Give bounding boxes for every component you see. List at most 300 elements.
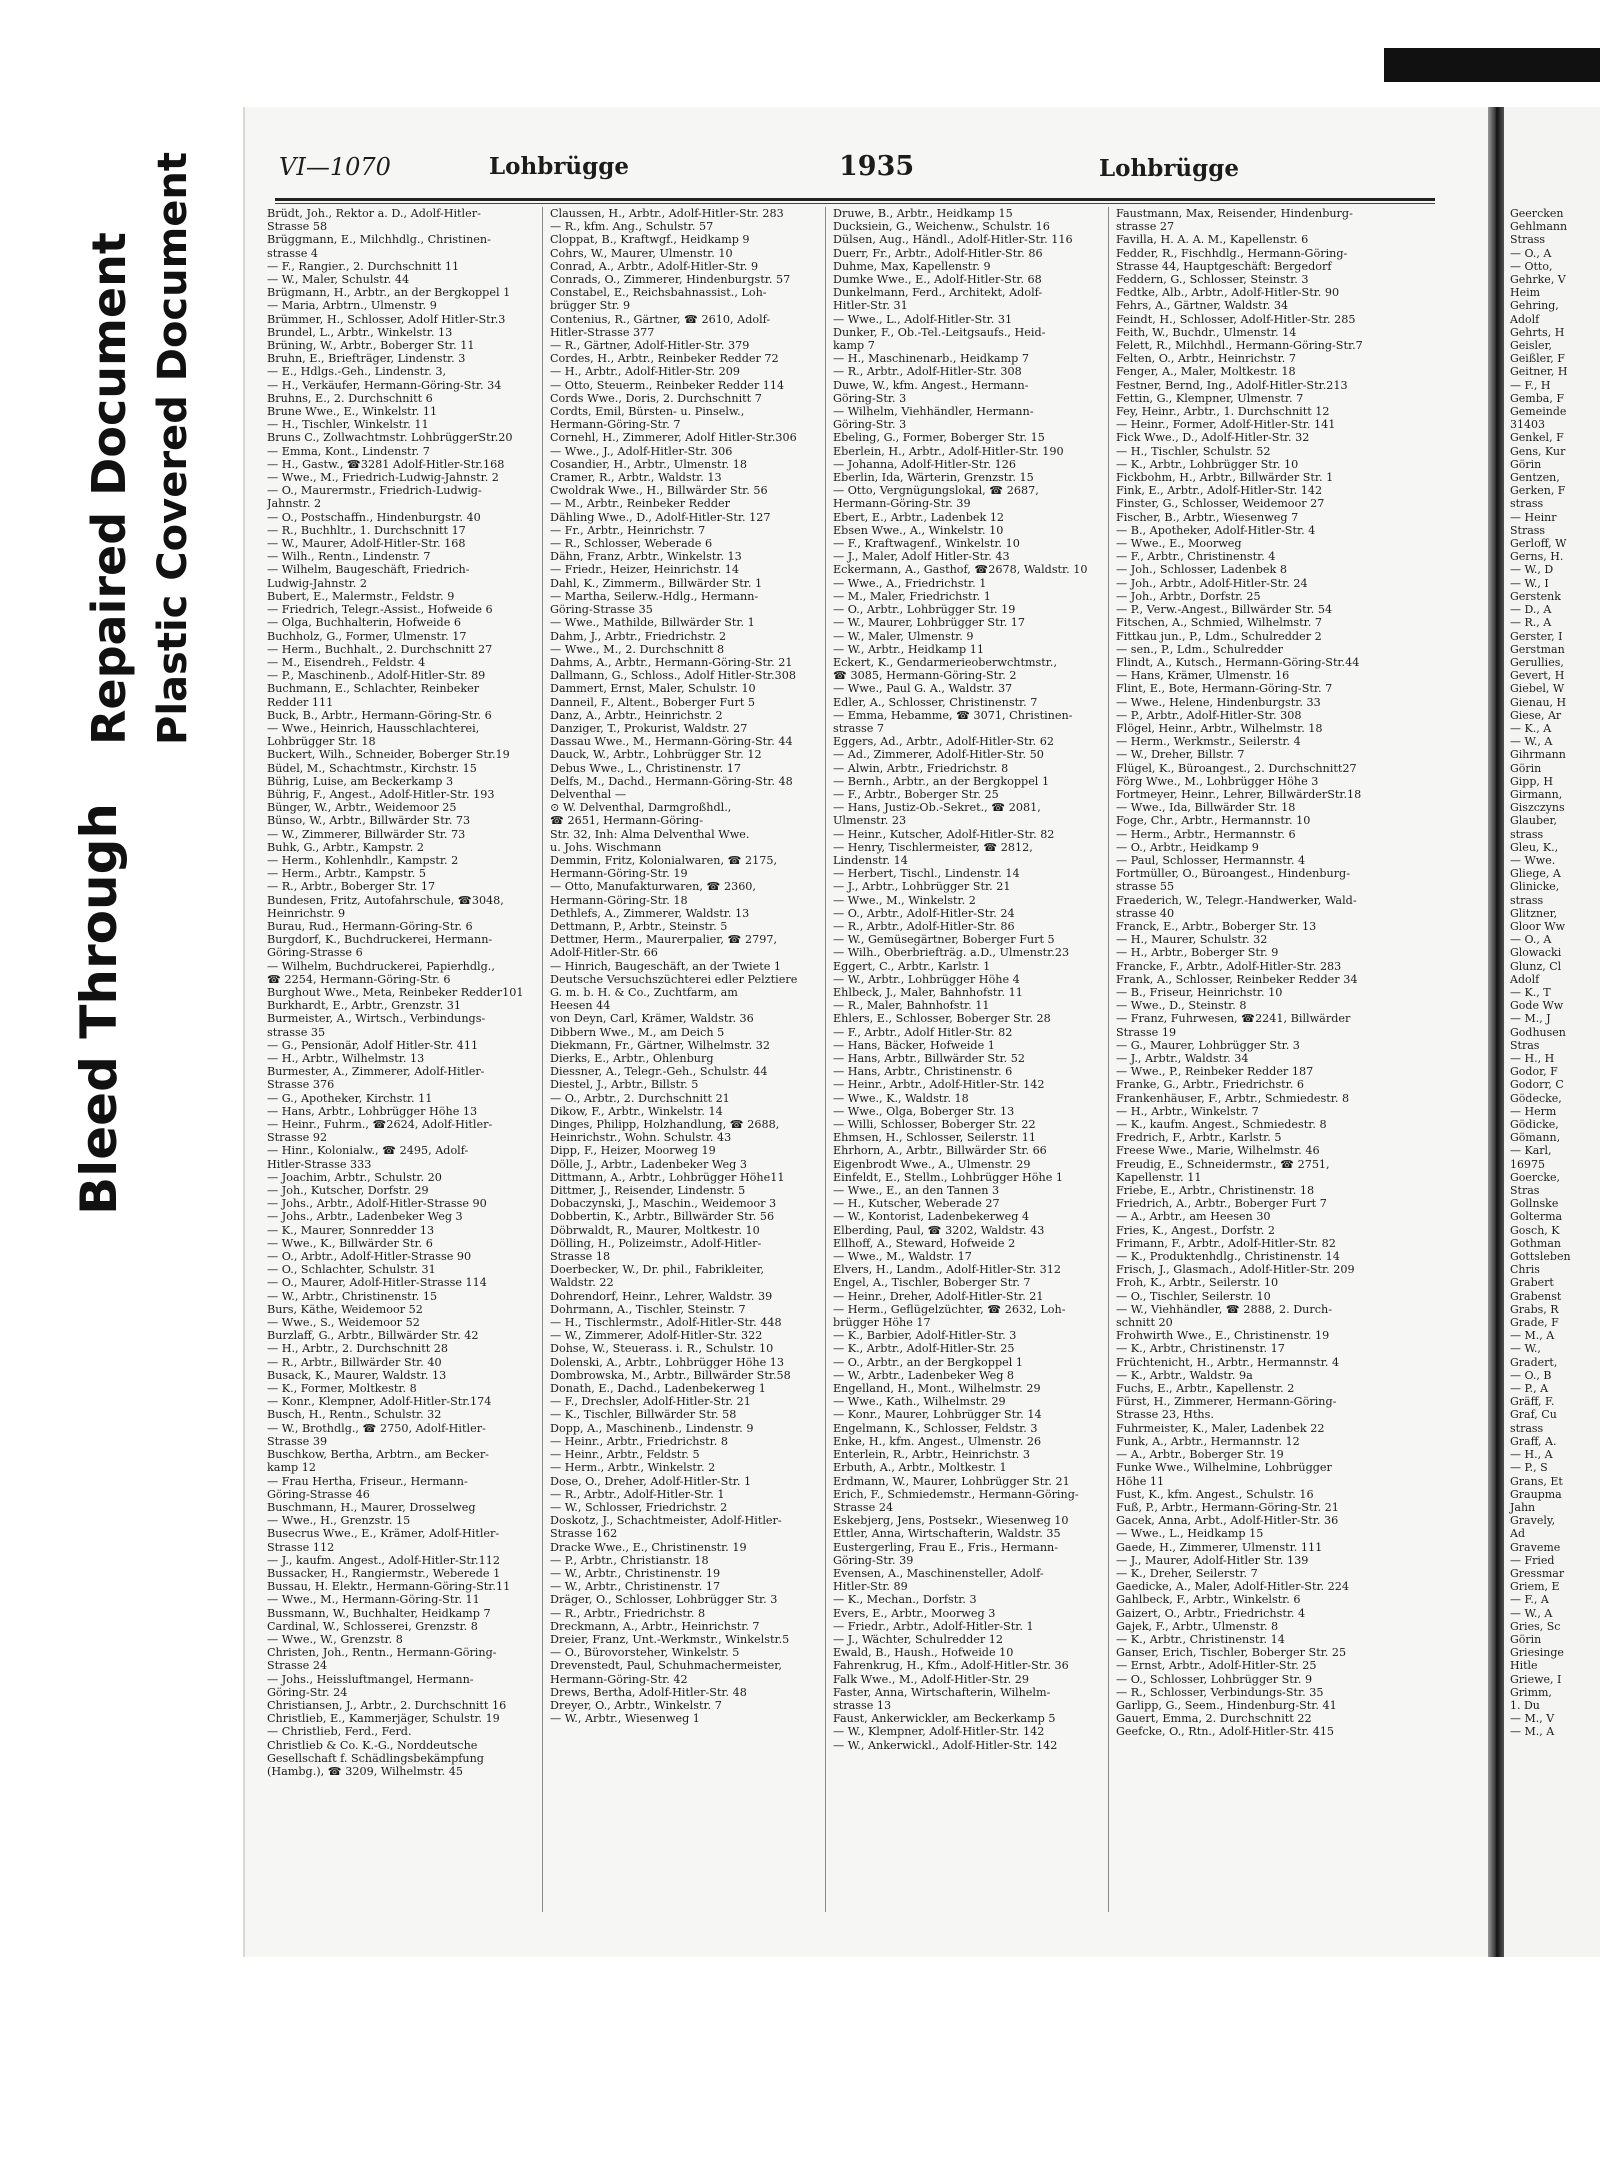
directory-entry-line: Strasse 23, Hths. <box>1116 1408 1214 1422</box>
next-page-fragment: — P., S <box>1510 1461 1548 1475</box>
directory-entry-line: Göring-Str. 3 <box>833 418 907 432</box>
directory-entry-line: Faster, Anna, Wirtschafterin, Wilhelm- <box>833 1685 1051 1699</box>
header-rule <box>275 198 1435 201</box>
directory-entry-line: Göring-Str. 3 <box>833 391 907 405</box>
directory-entry-line: Dahms, A., Arbtr., Hermann-Göring-Str. 21 <box>550 655 793 669</box>
label-bleed-through: Bleed Through <box>70 803 128 1215</box>
directory-entry-line: Göring-Str. 39 <box>833 1553 914 1567</box>
next-page-fragment: Gens, Kur <box>1510 444 1566 458</box>
directory-entry-line: Fürst, H., Zimmerer, Hermann-Göring- <box>1116 1395 1337 1409</box>
directory-entry-line: — K., Barbier, Adolf-Hitler-Str. 3 <box>833 1329 1017 1343</box>
next-page-fragment: — M., V <box>1510 1712 1555 1726</box>
directory-entry-line: — R., Buchhltr., 1. Durchschnitt 17 <box>267 523 466 537</box>
directory-entry-line: — O., Arbtr., Adolf-Hitler-Str. 24 <box>833 906 1015 920</box>
directory-entry-line: Lohbrügger Str. 18 <box>267 735 376 749</box>
directory-entry-line: Hitler-Str. 89 <box>833 1580 908 1594</box>
directory-entry-line: Busecrus Wwe., E., Krämer, Adolf-Hitler- <box>267 1527 500 1541</box>
directory-entry-line: — H., Arbtr., Boberger Str. 9 <box>1116 946 1279 960</box>
next-page-fragment: — R., A <box>1510 616 1552 630</box>
directory-entry-line: Fick Wwe., D., Adolf-Hitler-Str. 32 <box>1116 431 1310 445</box>
directory-entry-line: Dikow, F., Arbtr., Winkelstr. 14 <box>550 1104 723 1118</box>
directory-entry-line: — M., Eisendreh., Feldstr. 4 <box>267 655 426 669</box>
directory-entry-line: Bubert, E., Malermstr., Feldstr. 9 <box>267 589 455 603</box>
directory-entry-line: strasse 55 <box>1116 880 1175 894</box>
directory-entry-line: Dobaczynski, J., Maschin., Weidemoor 3 <box>550 1197 777 1211</box>
next-page-fragment: Geißler, F <box>1510 352 1565 366</box>
directory-entry-line: Dunker, F., Ob.-Tel.-Leitgsaufs., Heid- <box>833 325 1046 339</box>
directory-entry-line: Strasse 24 <box>833 1500 894 1514</box>
directory-entry-line: — H., Kutscher, Weberade 27 <box>833 1197 1000 1211</box>
directory-entry-line: Finster, G., Schlosser, Weidemoor 27 <box>1116 497 1325 511</box>
directory-entry-line: — W., Brothdlg., ☎ 2750, Adolf-Hitler- <box>267 1421 486 1435</box>
directory-entry-line: — Otto, Steuerm., Reinbeker Redder 114 <box>550 378 785 392</box>
next-page-fragment: — O., A <box>1510 933 1552 947</box>
directory-entry-line: strasse 7 <box>833 721 885 735</box>
directory-entry-line: Gauert, Emma, 2. Durchschnitt 22 <box>1116 1712 1312 1726</box>
directory-entry-line: — Hinrich, Baugeschäft, an der Twiete 1 <box>550 959 782 973</box>
directory-entry-line: — Johs., Arbtr., Adolf-Hitler-Strasse 90 <box>267 1197 487 1211</box>
next-page-fragment: 31403 <box>1510 418 1545 432</box>
directory-entry-line: — J., kaufm. Angest., Adolf-Hitler-Str.112 <box>267 1553 500 1567</box>
directory-entry-line: Strasse 39 <box>267 1434 328 1448</box>
directory-entry-line: — Joh., Schlosser, Ladenbek 8 <box>1116 563 1287 577</box>
directory-entry-line: Buschmann, H., Maurer, Drosselweg <box>267 1500 476 1514</box>
next-page-fragment: — F., H <box>1510 378 1551 392</box>
directory-entry-line: — R., Gärtner, Adolf-Hitler-Str. 379 <box>550 339 750 353</box>
next-page-fragment: — F., A <box>1510 1593 1549 1607</box>
next-page-fragment: Gömann, <box>1510 1131 1561 1145</box>
directory-entry-line: — Wwe., A., Friedrichstr. 1 <box>833 576 987 590</box>
directory-entry-line: — Hans, Arbtr., Christinenstr. 6 <box>833 1065 1013 1079</box>
directory-entry-line: Dobbertin, K., Arbtr., Billwärder Str. 56 <box>550 1210 775 1224</box>
next-page-fragment: — M., A <box>1510 1725 1555 1739</box>
directory-entry-line: Ludwig-Jahnstr. 2 <box>267 576 368 590</box>
directory-entry-line: — R., Maler, Bahnhofstr. 11 <box>833 999 990 1013</box>
directory-entry-line: Christiansen, J., Arbtr., 2. Durchschnitt 16 <box>267 1698 507 1712</box>
directory-entry-line: — Bernh., Arbtr., an der Bergkoppel 1 <box>833 774 1050 788</box>
directory-entry-line: Duhme, Max, Kapellenstr. 9 <box>833 259 991 273</box>
directory-entry-line: — Johanna, Adolf-Hitler-Str. 126 <box>833 457 1017 471</box>
next-page-fragment: — W., A <box>1510 1606 1553 1620</box>
directory-entry-line: — Joh., Arbtr., Adolf-Hitler-Str. 24 <box>1116 576 1308 590</box>
place-name-right: Lohbrügge <box>1099 155 1239 182</box>
directory-entry-line: — K., Former, Moltkestr. 8 <box>267 1382 417 1396</box>
directory-entry-line: — R., Schlosser, Weberade 6 <box>550 537 713 551</box>
directory-entry-line: Ehlers, E., Schlosser, Boberger Str. 28 <box>833 1012 1051 1026</box>
directory-entry-line: strasse 35 <box>267 1025 326 1039</box>
next-page-fragment: Geitner, H <box>1510 365 1568 379</box>
directory-entry-line: Dähn, Franz, Arbtr., Winkelstr. 13 <box>550 550 742 564</box>
directory-entry-line: — H., Gastw., ☎3281 Adolf-Hitler-Str.168 <box>267 457 505 471</box>
directory-entry-line: Dopp, A., Maschinenb., Lindenstr. 9 <box>550 1421 754 1435</box>
directory-entry-line: Strasse 24 <box>267 1659 328 1673</box>
directory-entry-line: Delfs, M., Dachd., Hermann-Göring-Str. 48 <box>550 774 793 788</box>
directory-entry-line: Bruns C., Zollwachtmstr. LohbrüggerStr.20 <box>267 431 513 445</box>
directory-entry-line: Fey, Heinr., Arbtr., 1. Durchschnitt 12 <box>1116 405 1330 419</box>
directory-entry-line: — W., Arbtr., Wiesenweg 1 <box>550 1712 700 1726</box>
directory-entry-line: Ehrhorn, A., Arbtr., Billwärder Str. 66 <box>833 1144 1047 1158</box>
directory-entry-line: Cwoldrak Wwe., H., Billwärder Str. 56 <box>550 484 768 498</box>
directory-entry-line: Edler, A., Schlosser, Christinenstr. 7 <box>833 695 1038 709</box>
scan-dark-corner <box>1384 48 1600 82</box>
next-page-fragment: Gerstenk <box>1510 589 1561 603</box>
directory-entry-line: — W., Klempner, Adolf-Hitler-Str. 142 <box>833 1725 1045 1739</box>
next-page-fragment: Gollnske <box>1510 1197 1559 1211</box>
directory-entry-line: Garlipp, G., Seem., Hindenburg-Str. 41 <box>1116 1698 1337 1712</box>
directory-entry-line: — Konr., Maurer, Lohbrügger Str. 14 <box>833 1408 1042 1422</box>
directory-entry-line: Dettmer, Herm., Maurerpalier, ☎ 2797, <box>550 933 778 947</box>
directory-entry-line: Dreier, Franz, Unt.-Werkmstr., Winkelstr.5 <box>550 1632 790 1646</box>
directory-entry-line: Strasse 19 <box>1116 1025 1177 1039</box>
directory-entry-line: Heesen 44 <box>550 999 611 1013</box>
directory-entry-line: Burgdorf, K., Buchdruckerei, Hermann- <box>267 933 493 947</box>
next-page-fragment: — Herm <box>1510 1104 1557 1118</box>
directory-entry-line: — G., Maurer, Lohbrügger Str. 3 <box>1116 1038 1300 1052</box>
directory-entry-line: — Hans, Krämer, Ulmenstr. 16 <box>1116 669 1290 683</box>
directory-entry-line: — Wilh., Oberbriefträg. a.D., Ulmenstr.23 <box>833 946 1070 960</box>
directory-entry-line: Duwe, W., kfm. Angest., Hermann- <box>833 378 1029 392</box>
directory-entry-line: Diestel, J., Arbtr., Billstr. 5 <box>550 1078 699 1092</box>
next-page-fragment: Gressmar <box>1510 1566 1565 1580</box>
directory-entry-line: Eggers, Ad., Arbtr., Adolf-Hitler-Str. 62 <box>833 735 1054 749</box>
directory-entry-line: — H., Arbtr., Winkelstr. 7 <box>1116 1104 1259 1118</box>
directory-entry-line: — Hans, Arbtr., Billwärder Str. 52 <box>833 1052 1025 1065</box>
directory-entry-line: — sen., P., Ldm., Schulredder <box>1116 642 1283 656</box>
book-spine <box>1488 107 1504 1957</box>
next-page-fragment: Goercke, <box>1510 1170 1561 1184</box>
next-page-fragment: Glinicke, <box>1510 880 1560 894</box>
next-page-fragment: — W., <box>1510 1342 1541 1356</box>
directory-entry-line: Fuhrmeister, K., Maler, Ladenbek 22 <box>1116 1421 1325 1435</box>
directory-entry-line: — R., Arbtr., Friedrichstr. 8 <box>550 1606 706 1620</box>
directory-entry-line: — G., Apotheker, Kirchstr. 11 <box>267 1091 433 1105</box>
directory-entry-line: Dauck, W., Arbtr., Lohbrügger Str. 12 <box>550 748 762 762</box>
directory-entry-line: Faust, Ankerwickler, am Beckerkamp 5 <box>833 1712 1056 1726</box>
directory-entry-line: — H., Arbtr., Wilhelmstr. 13 <box>267 1052 425 1065</box>
directory-entry-line: Dallmann, G., Schloss., Adolf Hitler-Str.308 <box>550 669 796 683</box>
next-page-fragment: — H., H <box>1510 1052 1555 1065</box>
next-page-fragment: Gothman <box>1510 1236 1561 1250</box>
directory-entry-line: Dethlefs, A., Zimmerer, Waldstr. 13 <box>550 906 750 920</box>
directory-entry-line: Dierks, E., Arbtr., Ohlenburg <box>550 1052 714 1065</box>
next-page-fragment: Adolf <box>1510 972 1540 986</box>
place-name-left: Lohbrügge <box>489 153 629 180</box>
next-page-fragment: Glitzner, <box>1510 906 1558 920</box>
directory-entry-line: — K., Arbtr., Waldstr. 9a <box>1116 1368 1253 1382</box>
directory-entry-line: Foge, Chr., Arbtr., Hermannstr. 10 <box>1116 814 1311 828</box>
column-1 <box>267 207 532 1907</box>
directory-entry-line: — Wwe., M., Friedrich-Ludwig-Jahnstr. 2 <box>267 471 499 485</box>
next-page-fragment: Gehlmann <box>1510 220 1568 234</box>
next-page-fragment: Gemba, F <box>1510 391 1564 405</box>
next-page-fragment: Stras <box>1510 1038 1540 1052</box>
directory-entry-line: Feith, W., Buchdr., Ulmenstr. 14 <box>1116 325 1297 339</box>
directory-entry-line: Dahl, K., Zimmerm., Billwärder Str. 1 <box>550 576 763 590</box>
next-page-fragment: Giszczyns <box>1510 801 1565 815</box>
directory-entry-line: — Friedrich, Telegr.-Assist., Hofweide 6 <box>267 603 493 617</box>
directory-entry-line: — O., Maurer, Adolf-Hitler-Strasse 114 <box>267 1276 487 1290</box>
directory-entry-line: Ebeling, G., Former, Boberger Str. 15 <box>833 431 1045 445</box>
directory-entry-line: — A., Arbtr., Boberger Str. 19 <box>1116 1448 1284 1462</box>
directory-entry-line: Dose, O., Dreher, Adolf-Hitler-Str. 1 <box>550 1474 752 1488</box>
directory-entry-line: Dassau Wwe., M., Hermann-Göring-Str. 44 <box>550 735 793 749</box>
directory-entry-line: Dombrowska, M., Arbtr., Billwärder Str.58 <box>550 1368 791 1382</box>
next-page-fragment: Gehrke, V <box>1510 273 1566 287</box>
directory-entry-line: Strasse 92 <box>267 1131 328 1145</box>
next-page-fragment: Gerullies, <box>1510 655 1564 669</box>
directory-entry-line: Buckert, Wilh., Schneider, Boberger Str.19 <box>267 748 510 762</box>
directory-entry-line: — Wilhelm, Baugeschäft, Friedrich- <box>267 563 470 577</box>
directory-entry-line: Flügel, K., Büroangest., 2. Durchschnitt27 <box>1116 761 1357 775</box>
next-page-fragment: Gehrts, H <box>1510 325 1565 339</box>
directory-entry-line: — Friedr., Heizer, Heinrichstr. 14 <box>550 563 739 577</box>
directory-entry-line: Demmin, Fritz, Kolonialwaren, ☎ 2175, <box>550 853 778 867</box>
directory-entry-line: Brüdt, Joh., Rektor a. D., Adolf-Hitler- <box>267 207 481 220</box>
directory-entry-line: — Herm., Arbtr., Hermannstr. 6 <box>1116 827 1296 841</box>
directory-entry-line: — Fr., Arbtr., Heinrichstr. 7 <box>550 523 706 537</box>
directory-entry-line: Burmeister, A., Wirtsch., Verbindungs- <box>267 1012 486 1026</box>
next-page-fragment: Gradert, <box>1510 1355 1558 1369</box>
directory-entry-line: Gesellschaft f. Schädlingsbekämpfung <box>267 1751 484 1765</box>
directory-entry-line: Diessner, A., Telegr.-Geh., Schulstr. 44 <box>550 1065 768 1079</box>
directory-entry-line: — Konr., Klempner, Adolf-Hitler-Str.174 <box>267 1395 492 1409</box>
directory-entry-line: — Joachim, Arbtr., Schulstr. 20 <box>267 1170 442 1184</box>
directory-entry-line: Fischer, B., Arbtr., Wiesenweg 7 <box>1116 510 1299 524</box>
column-divider <box>825 207 826 1912</box>
directory-entry-line: Buhk, G., Arbtr., Kampstr. 2 <box>267 840 424 854</box>
next-page-fragment: Gehring, <box>1510 299 1559 313</box>
next-page-fragment: Gerster, I <box>1510 629 1563 643</box>
page-header <box>279 147 1369 187</box>
directory-entry-line: Druwe, B., Arbtr., Heidkamp 15 <box>833 207 1013 220</box>
next-page-fragment: Godorr, C <box>1510 1078 1564 1092</box>
directory-entry-line: Doskotz, J., Schachtmeister, Adolf-Hitler- <box>550 1514 782 1528</box>
directory-entry-line: — O., Arbtr., an der Bergkoppel 1 <box>833 1355 1023 1369</box>
directory-entry-line: ☎ 2254, Hermann-Göring-Str. 6 <box>267 972 451 986</box>
next-page-fragment: Jahn <box>1510 1500 1536 1514</box>
next-page-fragment: Giebel, W <box>1510 682 1565 696</box>
next-page-fragment: Gerken, F <box>1510 484 1566 498</box>
directory-entry-line: Cords Wwe., Doris, 2. Durchschnitt 7 <box>550 391 762 405</box>
directory-entry-line: — Ernst, Arbtr., Adolf-Hitler-Str. 25 <box>1116 1659 1317 1673</box>
directory-entry-line: Ebert, E., Arbtr., Ladenbek 12 <box>833 510 1005 524</box>
directory-entry-line: Bussmann, W., Buchhalter, Heidkamp 7 <box>267 1606 491 1620</box>
next-page-fragment: Hitle <box>1510 1659 1538 1673</box>
directory-entry-line: — Wwe., S., Weidemoor 52 <box>267 1316 420 1330</box>
directory-entry-line: — Willi, Schlosser, Boberger Str. 22 <box>833 1118 1036 1132</box>
next-page-fragment: Görin <box>1510 761 1542 775</box>
directory-entry-line: Falk Wwe., M., Adolf-Hitler-Str. 29 <box>833 1672 1029 1686</box>
directory-entry-line: — R., Arbtr., Adolf-Hitler-Str. 308 <box>833 365 1022 379</box>
directory-entry-line: Claussen, H., Arbtr., Adolf-Hitler-Str. 283 <box>550 207 784 220</box>
directory-entry-line: — Wilh., Rentn., Lindenstr. 7 <box>267 550 431 564</box>
directory-entry-line: Cornehl, H., Zimmerer, Adolf Hitler-Str.306 <box>550 431 797 445</box>
directory-entry-line: — W., Viehhändler, ☎ 2888, 2. Durch- <box>1116 1302 1332 1316</box>
directory-entry-line: Friebe, E., Arbtr., Christinenstr. 18 <box>1116 1184 1315 1198</box>
directory-entry-line: Ehlbeck, J., Maler, Bahnhofstr. 11 <box>833 985 1023 999</box>
next-page-fragment: Grabert <box>1510 1276 1554 1290</box>
directory-entry-line: Francke, F., Arbtr., Adolf-Hitler-Str. 283 <box>1116 959 1342 973</box>
directory-entry-line: Einfeldt, E., Stellm., Lohbrügger Höhe 1 <box>833 1170 1064 1184</box>
directory-entry-line: Fust, K., kfm. Angest., Schulstr. 16 <box>1116 1487 1314 1501</box>
next-page-fragment: — Heinr <box>1510 510 1557 524</box>
directory-entry-line: — Emma, Hebamme, ☎ 3071, Christinen- <box>833 708 1073 722</box>
directory-entry-line: Erbuth, A., Arbtr., Moltkestr. 1 <box>833 1461 1007 1475</box>
directory-entry-line: (Hambg.), ☎ 3209, Wilhelmstr. 45 <box>267 1764 464 1778</box>
next-page-fragment: Gipp, H <box>1510 774 1553 788</box>
directory-entry-line: Cosandier, H., Arbtr., Ulmenstr. 18 <box>550 457 747 471</box>
directory-entry-line: Göring-Strasse 35 <box>550 603 653 617</box>
directory-entry-line: Enterlein, R., Arbtr., Heinrichstr. 3 <box>833 1448 1031 1462</box>
directory-entry-line: Hermann-Göring-Str. 7 <box>550 418 681 432</box>
directory-entry-line: — E., Hdlgs.-Geh., Lindenstr. 3, <box>267 365 447 379</box>
directory-entry-line: — R., kfm. Ang., Schulstr. 57 <box>550 220 714 234</box>
next-page-fragment: Gräff, F. <box>1510 1395 1555 1409</box>
directory-entry-line: Dinges, Philipp, Holzhandlung, ☎ 2688, <box>550 1118 780 1132</box>
directory-entry-line: Frimann, F., Arbtr., Adolf-Hitler-Str. 82 <box>1116 1236 1336 1250</box>
next-page-fragment: Griewe, I <box>1510 1672 1562 1686</box>
next-page-fragment: — M., J <box>1510 1012 1551 1026</box>
next-page-fragment: Stras <box>1510 1184 1540 1198</box>
directory-entry-line: Dammert, Ernst, Maler, Schulstr. 10 <box>550 682 756 696</box>
directory-entry-line: Str. 32, Inh: Alma Delventhal Wwe. <box>550 827 750 841</box>
directory-entry-line: — W., Arbtr., Christinenstr. 17 <box>550 1580 721 1594</box>
directory-entry-line: — H., Tischler, Winkelstr. 11 <box>267 418 429 432</box>
directory-entry-line: — Alwin, Arbtr., Friedrichstr. 8 <box>833 761 1009 775</box>
directory-entry-line: Dülsen, Aug., Händl., Adolf-Hitler-Str. 116 <box>833 233 1073 247</box>
directory-entry-line: Brüning, W., Arbtr., Boberger Str. 11 <box>267 339 475 353</box>
label-plastic-covered-document: Plastic Covered Document <box>150 151 196 745</box>
year: 1935 <box>839 151 915 182</box>
directory-entry-line: — Ad., Zimmerer, Adolf-Hitler-Str. 50 <box>833 748 1044 762</box>
directory-entry-line: — K., kaufm. Angest., Schmiedestr. 8 <box>1116 1118 1327 1132</box>
directory-entry-line: Fredrich, F., Arbtr., Karlstr. 5 <box>1116 1131 1282 1145</box>
directory-entry-line: — Joh., Kutscher, Dorfstr. 29 <box>267 1184 429 1198</box>
next-page-fragment: Graf, Cu <box>1510 1408 1557 1422</box>
directory-entry-line: Fenger, A., Maler, Moltkestr. 18 <box>1116 365 1296 379</box>
directory-entry-line: — Maria, Arbtrn., Ulmenstr. 9 <box>267 299 437 313</box>
next-page-fragment: Gerns, H. <box>1510 550 1564 564</box>
next-page-fragment: Godhusen <box>1510 1025 1566 1039</box>
directory-entry-line: Hermann-Göring-Str. 19 <box>550 867 688 881</box>
next-page-fragment: Graff, A. <box>1510 1434 1557 1448</box>
directory-entry-line: — H., Verkäufer, Hermann-Göring-Str. 34 <box>267 378 502 392</box>
directory-entry-line: — K., Maurer, Sonnredder 13 <box>267 1223 435 1237</box>
directory-entry-line: Gajek, F., Arbtr., Ulmenstr. 8 <box>1116 1619 1279 1633</box>
next-page-fragment: Graupma <box>1510 1487 1562 1501</box>
directory-entry-line: Strasse 18 <box>550 1250 611 1264</box>
directory-page <box>243 107 1490 1957</box>
directory-entry-line: — J., Wächter, Schulredder 12 <box>833 1632 1004 1646</box>
directory-entry-line: — Hans, Arbtr., Lohbrügger Höhe 13 <box>267 1104 478 1118</box>
directory-entry-line: — Wwe., M., Hermann-Göring-Str. 11 <box>267 1593 480 1607</box>
directory-entry-line: Redder 111 <box>267 695 334 709</box>
directory-entry-line: — K., Arbtr., Christinenstr. 17 <box>1116 1342 1285 1356</box>
directory-entry-line: Cohrs, W., Maurer, Ulmenstr. 10 <box>550 246 733 260</box>
directory-entry-line: Felten, O., Arbtr., Heinrichstr. 7 <box>1116 352 1296 366</box>
directory-entry-line: — Wwe., M., Waldstr. 17 <box>833 1250 972 1264</box>
directory-entry-line: — K., Arbtr., Christinenstr. 14 <box>1116 1632 1285 1646</box>
directory-entry-line: — Wilhelm, Viehhändler, Hermann- <box>833 405 1034 419</box>
directory-entry-line: Strasse 162 <box>550 1527 618 1541</box>
directory-entry-line: — H., Maschinenarb., Heidkamp 7 <box>833 352 1029 366</box>
directory-entry-line: — O., Bürovorsteher, Winkelstr. 5 <box>550 1646 740 1660</box>
column-2 <box>550 207 815 1907</box>
directory-entry-line: Evensen, A., Maschinensteller, Adolf- <box>833 1566 1044 1580</box>
directory-entry-line: Cardinal, W., Schlosserei, Grenzstr. 8 <box>267 1619 478 1633</box>
directory-entry-line: Ellhoff, A., Steward, Hofweide 2 <box>833 1236 1016 1250</box>
directory-entry-line: — Wwe., H., Grenzstr. 15 <box>267 1514 411 1528</box>
next-page-fragment: Adolf <box>1510 312 1540 326</box>
directory-entry-line: — Paul, Schlosser, Hermannstr. 4 <box>1116 853 1306 867</box>
directory-entry-line: — R., Schlosser, Verbindungs-Str. 35 <box>1116 1685 1324 1699</box>
directory-entry-line: Brune Wwe., E., Winkelstr. 11 <box>267 405 438 419</box>
directory-entry-line: — Wwe., L., Heidkamp 15 <box>1116 1527 1264 1541</box>
directory-entry-line: Busch, H., Rentn., Schulstr. 32 <box>267 1408 442 1422</box>
next-page-fragment: Gloor Ww <box>1510 919 1566 933</box>
next-page-column <box>1504 207 1600 1739</box>
next-page-fragment: Glauber, <box>1510 814 1558 828</box>
directory-entry-line: — P., Verw.-Angest., Billwärder Str. 54 <box>1116 603 1333 617</box>
next-page-fragment: Gienau, H <box>1510 695 1567 709</box>
directory-entry-line: Buchholz, G., Former, Ulmenstr. 17 <box>267 629 467 643</box>
directory-entry-line: — W., Arbtr., Christinenstr. 19 <box>550 1566 721 1580</box>
directory-entry-line: Fortmeyer, Heinr., Lehrer, BillwärderStr.18 <box>1116 787 1362 801</box>
directory-entry-line: Heinrichstr., Wohn. Schulstr. 43 <box>550 1131 732 1145</box>
directory-entry-line: Heinrichstr. 9 <box>267 906 346 920</box>
directory-entry-line: — W., Maler, Ulmenstr. 9 <box>833 629 974 643</box>
directory-entry-line: — Wwe., E., Moorweg <box>1116 537 1242 551</box>
directory-entry-line: Gaizert, O., Arbtr., Friedrichstr. 4 <box>1116 1606 1306 1620</box>
next-page-fragment: — W., D <box>1510 563 1554 577</box>
directory-entry-line: Dölle, J., Arbtr., Ladenbeker Weg 3 <box>550 1157 747 1171</box>
directory-entry-line: Gaede, H., Zimmerer, Ulmenstr. 111 <box>1116 1540 1323 1554</box>
directory-entry-line: Danz, A., Arbtr., Heinrichstr. 2 <box>550 708 723 722</box>
next-page-fragment: — P., A <box>1510 1382 1549 1396</box>
directory-entry-line: — Franz, Fuhrwesen, ☎2241, Billwärder <box>1116 1012 1351 1026</box>
next-page-fragment: 1. Du <box>1510 1698 1540 1712</box>
directory-entry-line: Burzlaff, G., Arbtr., Billwärder Str. 42 <box>267 1329 479 1343</box>
next-page-fragment: Gravely, <box>1510 1514 1556 1528</box>
directory-entry-line: Brundel, L., Arbtr., Winkelstr. 13 <box>267 325 453 339</box>
directory-entry-line: Busack, K., Maurer, Waldstr. 13 <box>267 1368 447 1382</box>
directory-entry-line: — B., Friseur, Heinrichstr. 10 <box>1116 985 1283 999</box>
next-page-fragment: strass <box>1510 827 1544 841</box>
directory-entry-line: brügger Höhe 17 <box>833 1316 931 1330</box>
directory-entry-line: — Heinr., Arbtr., Friedrichstr. 8 <box>550 1434 729 1448</box>
directory-entry-line: Dräger, O., Schlosser, Lohbrügger Str. 3 <box>550 1593 778 1607</box>
next-page-fragment: — M., A <box>1510 1329 1555 1343</box>
directory-entry-line: — Wwe., Helene, Hindenburgstr. 33 <box>1116 695 1321 709</box>
directory-entry-line: Cordes, H., Arbtr., Reinbeker Redder 72 <box>550 352 779 366</box>
directory-entry-line: Buck, B., Arbtr., Hermann-Göring-Str. 6 <box>267 708 492 722</box>
directory-entry-line: — H., Arbtr., 2. Durchschnitt 28 <box>267 1342 449 1356</box>
next-page-fragment: strass <box>1510 497 1544 511</box>
directory-entry-line: Christlieb & Co. K.-G., Norddeutsche <box>267 1738 478 1752</box>
directory-entry-line: Burghout Wwe., Meta, Reinbeker Redder101 <box>267 985 524 999</box>
directory-entry-line: — R., Arbtr., Adolf-Hitler-Str. 1 <box>550 1487 725 1501</box>
directory-entry-line: — Herm., Arbtr., Winkelstr. 2 <box>550 1461 716 1475</box>
directory-entry-line: — Wwe., Kath., Wilhelmstr. 29 <box>833 1395 1006 1409</box>
directory-entry-line: — Wwe., Mathilde, Billwärder Str. 1 <box>550 616 755 630</box>
directory-entry-line: Strasse 376 <box>267 1078 335 1092</box>
directory-entry-line: Göring-Str. 24 <box>267 1685 348 1699</box>
directory-entry-line: — Wwe., Olga, Boberger Str. 13 <box>833 1104 1015 1118</box>
directory-entry-line: Ewald, B., Haush., Hofweide 10 <box>833 1646 1014 1660</box>
directory-entry-line: Feddern, G., Schlosser, Steinstr. 3 <box>1116 273 1309 287</box>
column-3 <box>833 207 1098 1907</box>
directory-entry-line: brügger Str. 9 <box>550 299 631 313</box>
